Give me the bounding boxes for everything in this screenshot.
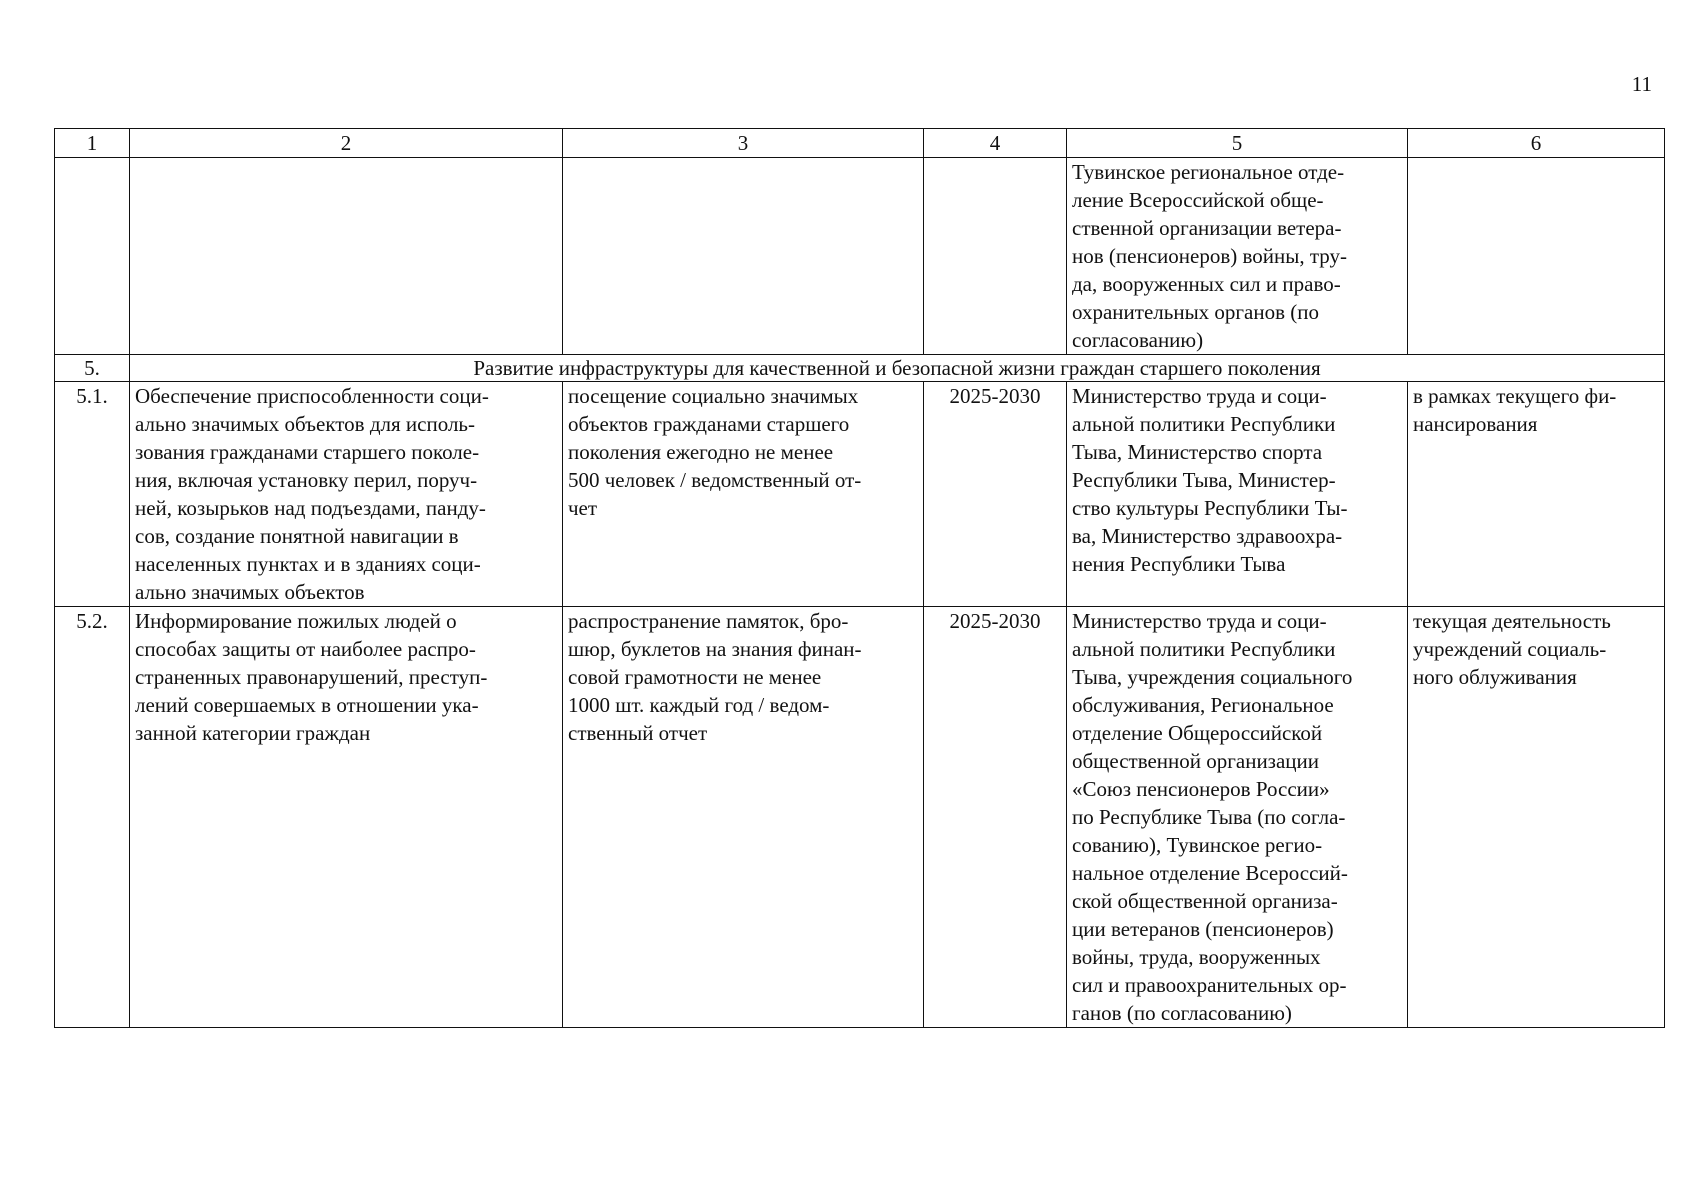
header-cell-2: 2 bbox=[130, 129, 563, 158]
period-cell: 2025-2030 bbox=[924, 382, 1067, 607]
header-cell-3: 3 bbox=[563, 129, 924, 158]
funding-cell: текущая деятельность учреждений социаль- ного облуживания bbox=[1408, 607, 1665, 1028]
table-row bbox=[55, 382, 1665, 607]
funding-cell: в рамках текущего фи- нансирования bbox=[1408, 382, 1665, 607]
result-cell: распространение памяток, бро- шюр, буклетов на знания финан- совой грамотности не менее 1000 шт. каждый год / ведом- ственный отчет bbox=[563, 607, 924, 1028]
section-title: Развитие инфраструктуры для качественной и безопасной жизни граждан старшего поколения bbox=[130, 355, 1665, 382]
executors-cell: Тувинское региональное отде- ление Всероссийской обще- ственной организации ветера- нов (пенсионеров) войны, тру- да, вооруженных сил и право- охранительных органов (по согласованию) bbox=[1067, 158, 1408, 355]
measure-cell: Обеспечение приспособленности соци- ально значимых объектов для исполь- зования гражданами старшего поколе- ния, включая установку перил, поруч- ней, козырьков над подъездами, панду- сов, создание понятной навигации в населенных пунктах и в зданиях соци- ально значимых объектов bbox=[130, 382, 563, 607]
result-cell: посещение социально значимых объектов гражданами старшего поколения ежегодно не менее 500 человек / ведомственный от- чет bbox=[563, 382, 924, 607]
executors-cell: Министерство труда и соци- альной политики Республики Тыва, учреждения социального обслуживания, Региональное отделение Общероссийской общественной организации «Союз пенсионеров России» по Республике Тыва (по согла- сованию), Тувинское регио- нальное отделение Всероссий- ской общественной организа- ции ветеранов (пенсионеров) войны, труда, вооруженных сил и правоохранительных ор- ганов (по согласованию) bbox=[1067, 607, 1408, 1028]
row-number: 5.1. bbox=[55, 382, 130, 607]
table-row bbox=[55, 607, 1665, 1028]
cell-empty bbox=[130, 158, 563, 355]
measure-cell: Информирование пожилых людей о способах защиты от наиболее распро- страненных правонарушений, преступ- лений совершаемых в отношении ука- занной категории граждан bbox=[130, 607, 563, 1028]
header-row bbox=[55, 129, 1665, 158]
continuation-row bbox=[55, 158, 1665, 355]
cell-empty bbox=[55, 158, 130, 355]
header-cell-1: 1 bbox=[55, 129, 130, 158]
section-row bbox=[55, 355, 1665, 382]
cell-empty bbox=[924, 158, 1067, 355]
row-number: 5.2. bbox=[55, 607, 130, 1028]
header-cell-4: 4 bbox=[924, 129, 1067, 158]
section-number: 5. bbox=[55, 355, 130, 382]
header-cell-5: 5 bbox=[1067, 129, 1408, 158]
cell-empty bbox=[563, 158, 924, 355]
header-cell-6: 6 bbox=[1408, 129, 1665, 158]
executors-cell: Министерство труда и соци- альной политики Республики Тыва, Министерство спорта Республики Тыва, Министер- ство культуры Республики Ты- ва, Министерство здравоохра- нения Республики Тыва bbox=[1067, 382, 1408, 607]
page-number: 11 bbox=[1631, 72, 1652, 96]
period-cell: 2025-2030 bbox=[924, 607, 1067, 1028]
cell-empty bbox=[1408, 158, 1665, 355]
measures-table bbox=[54, 128, 1665, 1028]
